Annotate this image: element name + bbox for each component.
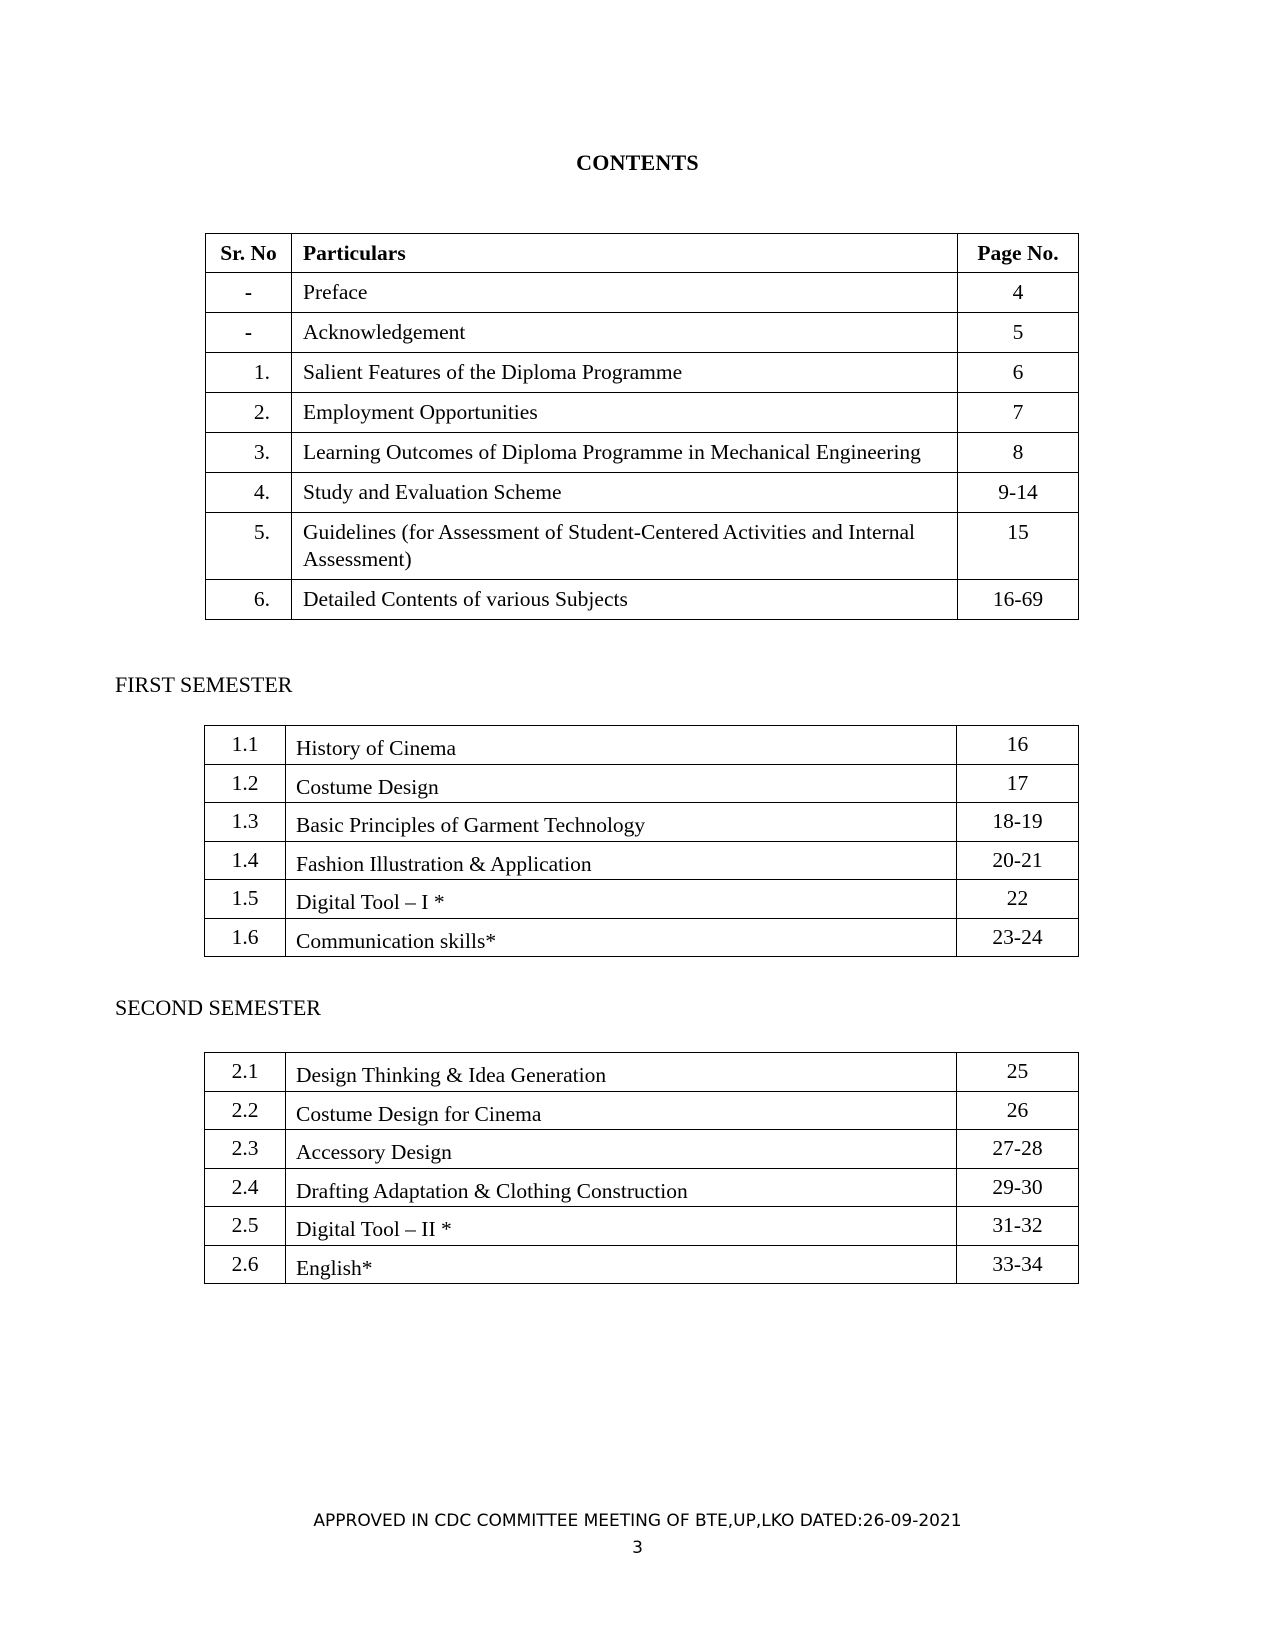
particulars-cell: Detailed Contents of various Subjects (292, 580, 958, 620)
page-title: CONTENTS (576, 150, 699, 175)
subject-code-cell: 2.5 (205, 1207, 286, 1246)
sr-no-cell: 5. (206, 513, 292, 580)
table-row (205, 1091, 1079, 1130)
page-number: 3 (632, 1538, 643, 1558)
page-no-cell: 33-34 (957, 1245, 1079, 1284)
page-no-cell: 16-69 (958, 580, 1079, 620)
sr-no-cell: 1. (206, 353, 292, 393)
table-row (205, 764, 1079, 803)
page-no-cell: 6 (958, 353, 1079, 393)
sr-no-cell: 6. (206, 580, 292, 620)
subject-code-cell: 2.3 (205, 1130, 286, 1169)
page-no-cell: 4 (958, 273, 1079, 313)
header-sr-no: Sr. No (206, 234, 292, 273)
page-no-cell: 22 (957, 880, 1079, 919)
particulars-cell: Study and Evaluation Scheme (292, 473, 958, 513)
subject-code-cell: 1.5 (205, 880, 286, 919)
table-row (206, 313, 1079, 353)
page-no-cell: 26 (957, 1091, 1079, 1130)
second-semester-heading: SECOND SEMESTER (115, 995, 321, 1020)
page-no-cell: 20-21 (957, 841, 1079, 880)
particulars-cell: Salient Features of the Diploma Programme (292, 353, 958, 393)
table-row (206, 473, 1079, 513)
table-row (206, 433, 1079, 473)
subject-code-cell: 2.2 (205, 1091, 286, 1130)
subject-name-cell: Digital Tool – I * (286, 880, 957, 919)
subject-name-cell: Digital Tool – II * (286, 1207, 957, 1246)
page-no-cell: 8 (958, 433, 1079, 473)
sr-no-cell: 4. (206, 473, 292, 513)
subject-name-cell: Costume Design (286, 764, 957, 803)
table-row (205, 880, 1079, 919)
page-no-cell: 27-28 (957, 1130, 1079, 1169)
subject-name-cell: Design Thinking & Idea Generation (286, 1053, 957, 1092)
subject-name-cell: Communication skills* (286, 918, 957, 957)
page-no-cell: 7 (958, 393, 1079, 433)
header-particulars: Particulars (292, 234, 958, 273)
table-row (205, 1168, 1079, 1207)
table-row (205, 726, 1079, 765)
table-row (205, 1207, 1079, 1246)
table-row (205, 841, 1079, 880)
table-row (206, 580, 1079, 620)
particulars-cell: Learning Outcomes of Diploma Programme in Mechanical Engineering (292, 433, 958, 473)
particulars-cell: Acknowledgement (292, 313, 958, 353)
page-no-cell: 16 (957, 726, 1079, 765)
table-row (205, 1130, 1079, 1169)
subject-name-cell: Fashion Illustration & Application (286, 841, 957, 880)
page-no-cell: 31-32 (957, 1207, 1079, 1246)
subject-name-cell: Drafting Adaptation & Clothing Construction (286, 1168, 957, 1207)
sr-no-cell: 3. (206, 433, 292, 473)
particulars-cell: Guidelines (for Assessment of Student-Centered Activities and Internal Assessment) (292, 513, 958, 580)
page-no-cell: 17 (957, 764, 1079, 803)
subject-name-cell: Accessory Design (286, 1130, 957, 1169)
subject-code-cell: 1.1 (205, 726, 286, 765)
subject-code-cell: 2.4 (205, 1168, 286, 1207)
contents-table (205, 233, 1079, 620)
subject-code-cell: 1.2 (205, 764, 286, 803)
sr-no-cell: - (206, 273, 292, 313)
subject-code-cell: 2.6 (205, 1245, 286, 1284)
subject-code-cell: 1.3 (205, 803, 286, 842)
table-row (205, 1245, 1079, 1284)
particulars-cell: Preface (292, 273, 958, 313)
subject-name-cell: Basic Principles of Garment Technology (286, 803, 957, 842)
first-semester-heading: FIRST SEMESTER (115, 672, 293, 697)
table-row (205, 1053, 1079, 1092)
table-row (205, 918, 1079, 957)
page-no-cell: 9-14 (958, 473, 1079, 513)
second-semester-table (204, 1052, 1079, 1284)
table-row (206, 353, 1079, 393)
table-header-row (206, 234, 1079, 273)
table-row (205, 803, 1079, 842)
sr-no-cell: - (206, 313, 292, 353)
approval-footer: APPROVED IN CDC COMMITTEE MEETING OF BTE,UP,LKO DATED:26-09-2021 (313, 1511, 962, 1531)
page-no-cell: 5 (958, 313, 1079, 353)
table-row (206, 273, 1079, 313)
page-no-cell: 18-19 (957, 803, 1079, 842)
sr-no-cell: 2. (206, 393, 292, 433)
particulars-cell: Employment Opportunities (292, 393, 958, 433)
subject-name-cell: English* (286, 1245, 957, 1284)
subject-code-cell: 2.1 (205, 1053, 286, 1092)
table-row (206, 513, 1079, 580)
subject-code-cell: 1.6 (205, 918, 286, 957)
page-no-cell: 15 (958, 513, 1079, 580)
first-semester-table (204, 725, 1079, 957)
table-row (206, 393, 1079, 433)
header-page-no: Page No. (958, 234, 1079, 273)
subject-name-cell: Costume Design for Cinema (286, 1091, 957, 1130)
page-no-cell: 25 (957, 1053, 1079, 1092)
page-no-cell: 23-24 (957, 918, 1079, 957)
page-no-cell: 29-30 (957, 1168, 1079, 1207)
subject-code-cell: 1.4 (205, 841, 286, 880)
subject-name-cell: History of Cinema (286, 726, 957, 765)
